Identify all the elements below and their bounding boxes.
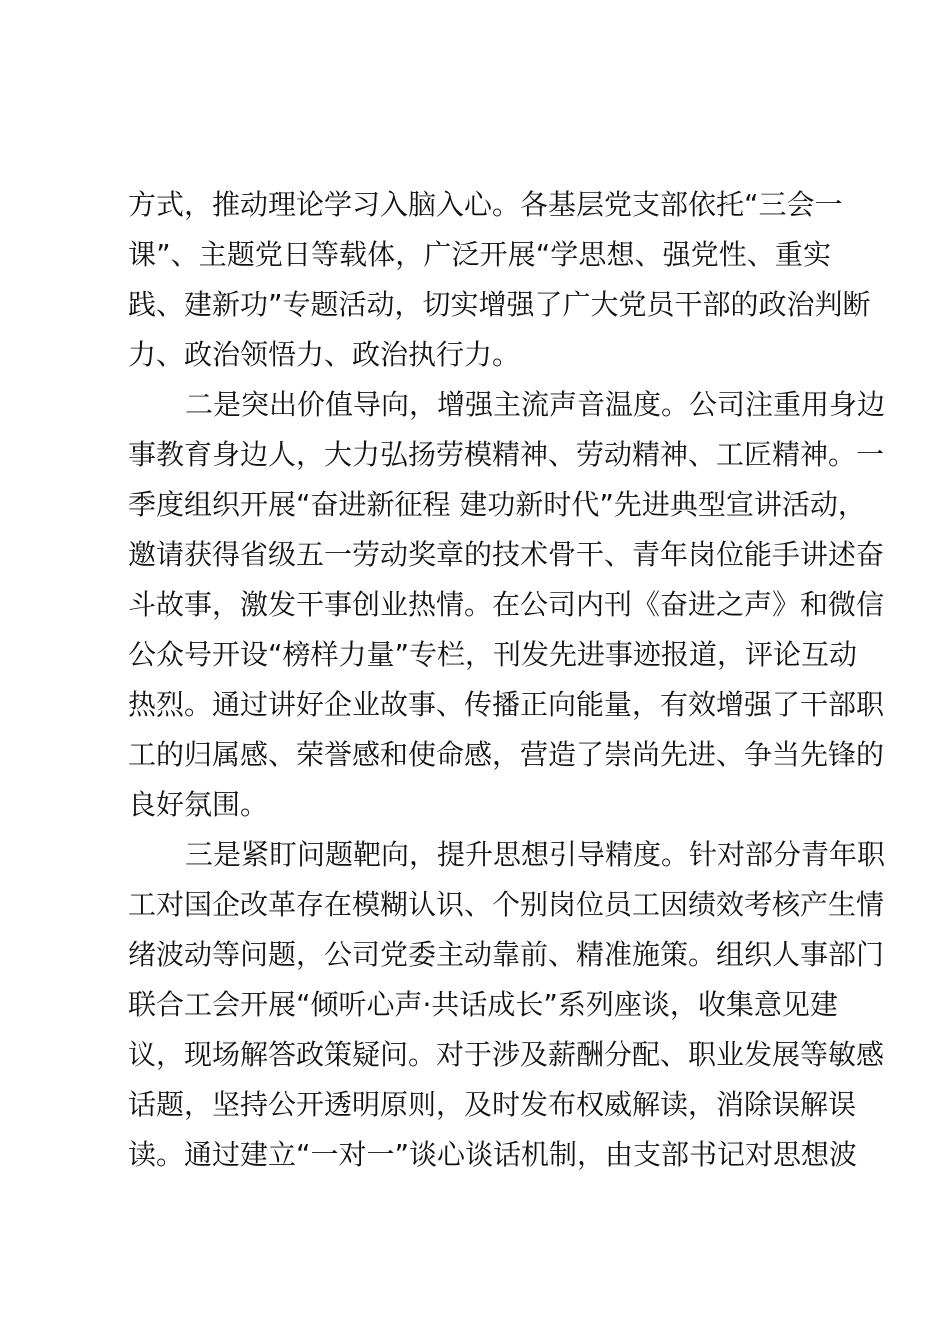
text-line: 议，现场解答政策疑问。对于涉及薪酬分配、职业发展等敏感 [128,1038,885,1071]
text-line: 力、政治领悟力、政治执行力。 [128,338,521,371]
paragraph-value-orientation [128,380,886,830]
text-line: 践、建新功”专题活动，切实增强了广大党员干部的政治判断 [128,288,871,321]
text-line: 热烈。通过讲好企业故事、传播正向能量，有效增强了干部职 [128,688,885,721]
text-line: 工对国企改革存在模糊认识、个别岗位员工因绩效考核产生情 [128,888,885,921]
text-line: 良好氛围。 [128,788,269,821]
paragraph-problem-orientation [128,830,886,1180]
text-line: 季度组织开展“奋进新征程 建功新时代”先进典型宣讲活动， [128,488,866,521]
text-line: 公众号开设“榜样力量”专栏，刊发先进事迹报道，评论互动 [128,638,858,671]
document-page [128,180,886,1180]
text-line: 三是紧盯问题靶向，提升思想引导精度。针对部分青年职 [185,838,886,871]
text-line: 话题，坚持公开透明原则，及时发布权威解读，消除误解误 [128,1088,857,1121]
text-line: 事教育身边人，大力弘扬劳模精神、劳动精神、工匠精神。一 [128,438,885,471]
text-line: 绪波动等问题，公司党委主动靠前、精准施策。组织人事部门 [128,938,885,971]
text-line: 联合工会开展“倾听心声·共话成长”系列座谈，收集意见建 [128,988,838,1021]
text-line: 课”、主题党日等载体，广泛开展“学思想、强党性、重实 [128,238,831,271]
paragraph-theory-study [128,180,871,380]
text-line: 邀请获得省级五一劳动奖章的技术骨干、青年岗位能手讲述奋 [128,538,885,571]
text-line: 斗故事，激发干事创业热情。在公司内刊《奋进之声》和微信 [128,588,885,621]
text-line: 读。通过建立“一对一”谈心谈话机制，由支部书记对思想波 [128,1138,858,1171]
text-line: 工的归属感、荣誉感和使命感，营造了崇尚先进、争当先锋的 [128,738,885,771]
text-line: 方式，推动理论学习入脑入心。各基层党支部依托“三会一 [128,188,843,221]
text-line: 二是突出价值导向，增强主流声音温度。公司注重用身边 [185,388,886,421]
